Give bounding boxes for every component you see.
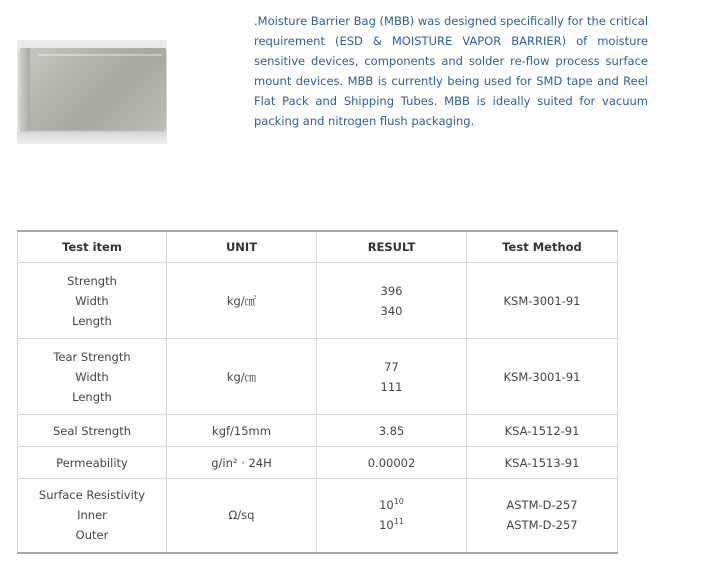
header-test-item: Test item	[18, 231, 167, 263]
cell-test-method: KSA-1512-91	[467, 415, 618, 447]
cell-result: 0.00002	[317, 447, 467, 479]
product-photo	[17, 40, 167, 144]
cell-unit: kgf/15mm	[167, 415, 317, 447]
table-row	[18, 263, 618, 339]
cell-test-item: Seal Strength	[18, 415, 167, 447]
cell-test-method: KSA-1513-91	[467, 447, 618, 479]
moisture-barrier-bag-image	[20, 48, 166, 130]
cell-test-method: KSM-3001-91	[467, 263, 618, 339]
cell-result: 77 111	[317, 339, 467, 415]
cell-unit: Ω/sq	[167, 479, 317, 553]
cell-unit: kg/㎠	[167, 263, 317, 339]
cell-test-item: Tear Strength Width Length	[18, 339, 167, 415]
product-description: .Moisture Barrier Bag (MBB) was designed specifically for the critical requirement (ESD & MOISTURE VAPOR BARRIER) of moisture sensitive devices, components and solder re-flow process surface mount devices. MBB is currently being used for SMD tape and Reel Flat Pack and Shipping Tubes. MBB is ideally suited for vacuum packing and nitrogen flush packaging.	[254, 14, 649, 128]
cell-test-method: ASTM-D-257 ASTM-D-257	[467, 479, 618, 553]
table-row	[18, 415, 618, 447]
cell-unit: g/in² · 24H	[167, 447, 317, 479]
cell-result: 3.85	[317, 415, 467, 447]
cell-test-item: Surface Resistivity Inner Outer	[18, 479, 167, 553]
cell-test-method: KSM-3001-91	[467, 339, 618, 415]
table-row	[18, 339, 618, 415]
spec-table	[17, 230, 618, 554]
cell-result: $10^{10}$ $10^{11}$	[317, 479, 467, 553]
header-unit: UNIT	[167, 231, 317, 263]
cell-test-item: Permeability	[18, 447, 167, 479]
table-row	[18, 479, 618, 553]
cell-result: 396 340	[317, 263, 467, 339]
table-row	[18, 447, 618, 479]
header-result: RESULT	[317, 231, 467, 263]
cell-unit: kg/㎝	[167, 339, 317, 415]
cell-test-item: Strength Width Length	[18, 263, 167, 339]
table-header-row	[18, 231, 618, 263]
header-test-method: Test Method	[467, 231, 618, 263]
